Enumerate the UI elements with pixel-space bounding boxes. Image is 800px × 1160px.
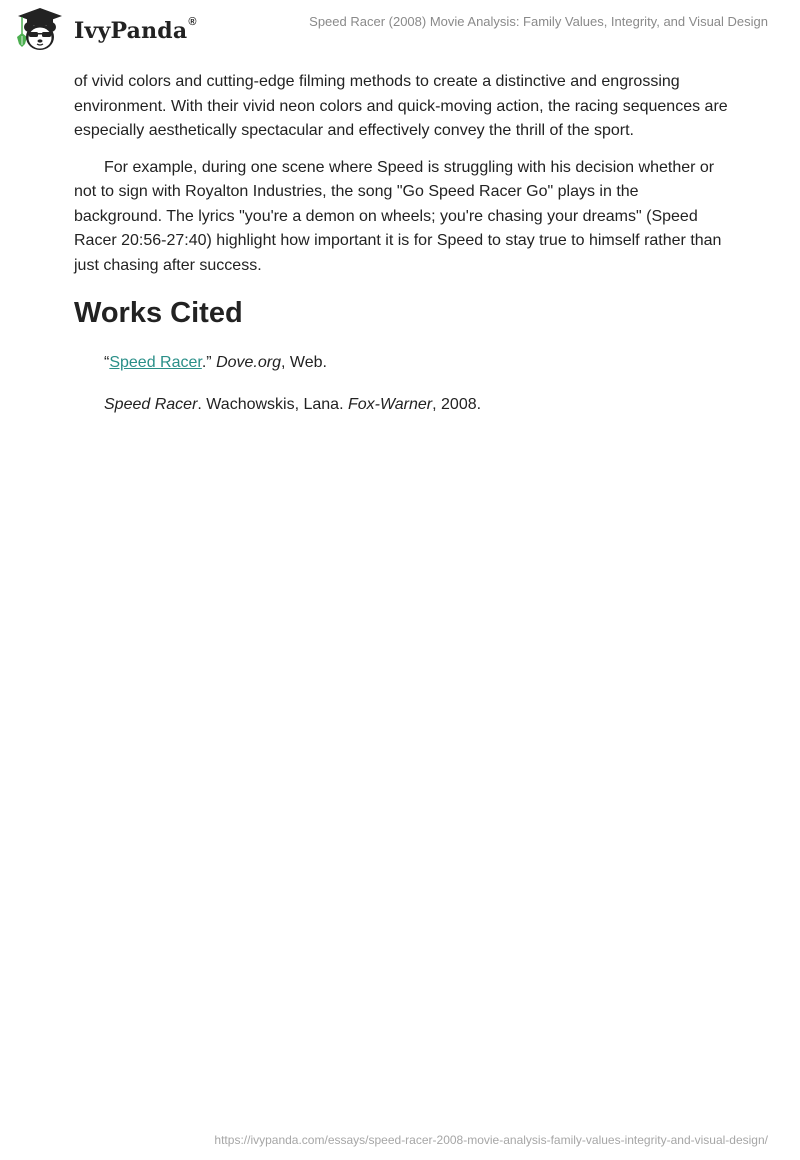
body-paragraph: of vivid colors and cutting-edge filming methods to create a distinctive and engrossing environment. With their vivid neon colors and quick-moving action, the racing sequences are especially aesthetically spectacular and effectively convey the thrill of the sport. [74, 73, 728, 139]
citation-link[interactable]: Speed Racer [109, 354, 202, 371]
citation-entry [104, 393, 730, 417]
citation-text: , Web. [280, 354, 327, 371]
body-paragraph: For example, during one scene where Speed is struggling with his decision whether or not to sign with Royalton Industries, the song "Go Speed Racer Go" plays in the background. The lyrics "you're a demon on wheels; you're chasing your dreams" (Speed Racer 20:56-27:40) highlight how important it is for Speed to stay true to himself rather than just chasing after success. [74, 158, 722, 274]
document-title: Speed Racer (2008) Movie Analysis: Family Values, Integrity, and Visual Design [309, 14, 768, 29]
page-header [0, 0, 800, 60]
registered-mark: ® [188, 16, 197, 28]
ivypanda-logo[interactable] [14, 7, 197, 53]
citation-entry [104, 351, 730, 375]
citation-text: . Wachowskis, Lana. [197, 396, 348, 413]
citation-text: , 2008. [432, 396, 482, 413]
logo-text: IvyPanda® [74, 16, 197, 44]
works-cited-heading: Works Cited [74, 297, 243, 329]
citation-title: Speed Racer [104, 396, 198, 413]
citation-text: .” [201, 354, 217, 371]
citation-source: Dove.org [216, 354, 281, 371]
citation-publisher: Fox-Warner [347, 396, 433, 413]
footer-url: https://ivypanda.com/essays/speed-racer-2008-movie-analysis-family-values-integrity-and-visual-design/ [214, 1133, 768, 1147]
essay-content [74, 70, 730, 435]
open-quote: “ [104, 354, 110, 371]
panda-graduate-icon [14, 7, 66, 53]
